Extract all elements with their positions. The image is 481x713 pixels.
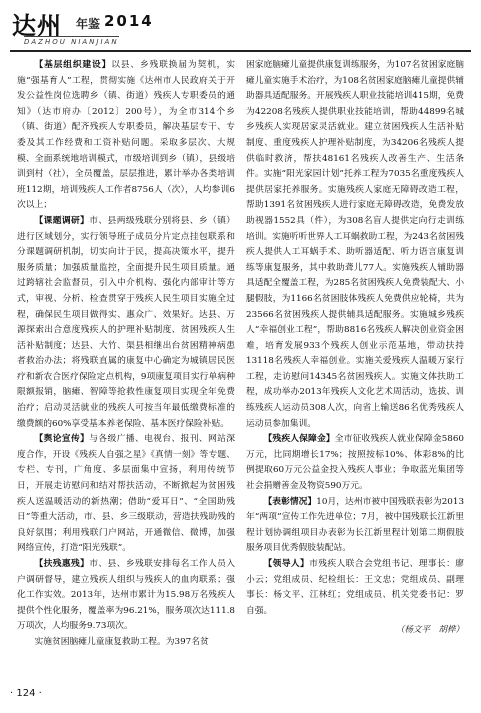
paragraph-leaders (246, 557, 464, 619)
section-heading: 【课题调研】 (34, 215, 90, 226)
page-number: · 124 · (10, 688, 42, 699)
section-heading: 【表彰情况】 (263, 496, 317, 507)
paragraph-text: 以县、乡残联换届为契机，实施“强基育人”工程，贯彻实施《达州市人民政府关于开发公益性岗位选聘乡（镇、街道）残疾人专职委员的通知》（达市府办〔2012〕200号），为全市314个乡（镇、街道）配齐残疾人专职委员，解决基层专干、专委及其工作经费和工资补贴问题。采取多层次、大规模、全面系统地培训模式，市级培训到乡（镇），县级培训到村（社），全员覆盖，层层推进，累计举办各类培训班112期，培训残疾人工作者8756人（次），人均参训6次以上； (17, 60, 236, 211)
header-divider (10, 50, 471, 52)
left-column (17, 58, 235, 651)
section-heading: 【基层组织建设】 (34, 60, 112, 70)
paragraph-research (17, 214, 235, 432)
section-heading: 【残疾人保障金】 (263, 434, 335, 445)
paragraph-assistance (17, 557, 235, 635)
section-heading: 【领导人】 (263, 559, 310, 569)
logo-subtitle: DAZHOU NIANJIAN (24, 38, 119, 46)
paragraph-awards (246, 495, 464, 557)
paragraph-text: 全市征收残疾人就业保障金5860万元，比同期增长17%；按照按标10%、体彩8%的比例提取60万元公益金投入残疾人事业；争取蓝光集团等社会捐赠善金及物资590万元。 (246, 434, 464, 492)
paragraph-text: 10月，达州市被中国残联表彰为2013年“两项”宣传工作先进单位；7月，被中国残联长江新里程计划协调组项目办表彰为长江新里程计划第二期假肢服务项目优秀假肢装配站。 (246, 496, 465, 554)
logo-title: 达州 (12, 12, 62, 40)
paragraph-text: 与各级广播、电视台、报刊、网站深度合作，开设《残疾人自强之星》《真情一刻》等专题、专栏、专刊，广角度、多层面集中宣扬，利用传统节日，开展走访慰问和结对帮扶活动，不断掀起为贫困残疾人送温暖活动的新热潮；借助“爱耳日”、“全国助残日”等重大活动，市、县、乡三级联动，营造扶残助残的良好氛围；利用残联门户网站，开通微信、微博，加强网络宣传，打造“阳光残联”。 (17, 434, 236, 554)
paragraph-text: 市、县、乡残联安排每名工作人员入户调研督导，建立残疾人组织与残疾人的血肉联系；强化工作实效。2013年，达州市累计为15.98万名残疾人提供个性化服务，覆盖率为96.21%，服务项次达111.8万项次，人均服务9.73项次。 (17, 559, 236, 632)
paragraph-security-fund (246, 432, 464, 494)
page-header (0, 0, 481, 50)
paragraph-text: 实施贫困脑瘫儿童康复救助工程。为397名贫 (34, 636, 209, 647)
logo-year: 2014 (104, 12, 154, 30)
section-heading: 【舆论宣传】 (34, 434, 90, 445)
right-column (246, 58, 464, 639)
paragraph-rehab (17, 635, 235, 651)
logo-year-label: 年鉴 (76, 17, 101, 31)
paragraph-rehab-cont (246, 58, 464, 432)
paragraph-text: 市、县两级残联分别将县、乡（镇）进行区域划分，实行领导班子成员分片定点挂包联系和分课题调研机制，切实向计于民，提高决策水平，提升服务质量；加强质量监控，全面提升民生项目质量。通过跨辖社会监督员，引入中介机构、强化内部审计等方式，审视、分析、检查贯穿于残疾人民生项目实施全过程，确保民生项目做得实、惠众广、效果好。达县、万源探索出合意度残疾人的护理补贴制度、贫困残疾人生活补贴制度；达县、大竹、渠县相继出台贫困精神病患者救治办法；将残联直属的康复中心确定为城镇居民医疗和新农合医疗保险定点机构，9项康复项目实行单病种限额报销，脑瘫、智障等抢救性康复项目实现全年免费治疗；启动灵活就业的残疾人可按当年最低缴费标准的缴费额的60%享受基本养老保险、基本医疗保险补贴。 (17, 215, 236, 429)
yearbook-logo (12, 6, 152, 46)
paragraph-text: 市残疾人联合会党组书记、理事长：廖小云；党组成员、纪检组长：王文忠；党组成员、副理事长：杨文平、江林红；党组成员、机关党委书记：罗自强。 (246, 559, 465, 616)
author-credit: （杨文平 胡桦） (395, 625, 464, 636)
paragraph-text: 困家庭脑瘫儿童提供康复训练服务，为107名贫困家庭脑瘫儿童实施手术治疗，为108名贫困家庭脑瘫儿童提供辅助器具适配服务。开展残疾人职业技能培训415期，免费为42208名残疾人提供职业技能培训，帮助44899名城乡残疾人实现居家灵活就业。建立贫困残疾人生活补贴制度、重度残疾人护理补贴制度，为34206名残疾人提供临时救济，帮扶48161名残疾人改善生产、生活条件。实施“阳光家园计划”托养工程为7035名重度残疾人提供居家托养服务。实施残疾人家庭无障碍改造工程，帮助1391名贫困残疾人进行家庭无障碍改造，免费发放助视器1552具（件），为308名盲人提供定向行走训练培训。实施听听世界人工耳蜗救助工程，为243名贫困残疾人提供人工耳蜗手术、助听器适配、听力语言康复训练等康复服务，其中救助聋儿77人。实施残疾人辅助器具适配全覆盖工程，为285名贫困残疾人免费装配大、小腿假肢，为1166名贫困肢体残疾人免费供应轮椅，共为23566名贫困残疾人提供辅具适配服务。实施城乡残疾人“幸福创业工程”，帮助8816名残疾人解决创业资金困难，培育发展933个残疾人创业示范基地，带动扶持13118名残疾人幸福创业。实施关爱残疾人温暖万家行工程，走访慰问14345名贫困残疾人。实施文体扶助工程，成功举办2013年残疾人文化艺术周活动，选拔、训练残疾人运动员308人次，向省上输送86名优秀残疾人运动员参加集训。 (246, 60, 464, 429)
section-heading: 【扶残惠残】 (34, 559, 90, 569)
paragraph-publicity (17, 432, 235, 557)
paragraph-grassroots (17, 58, 235, 214)
